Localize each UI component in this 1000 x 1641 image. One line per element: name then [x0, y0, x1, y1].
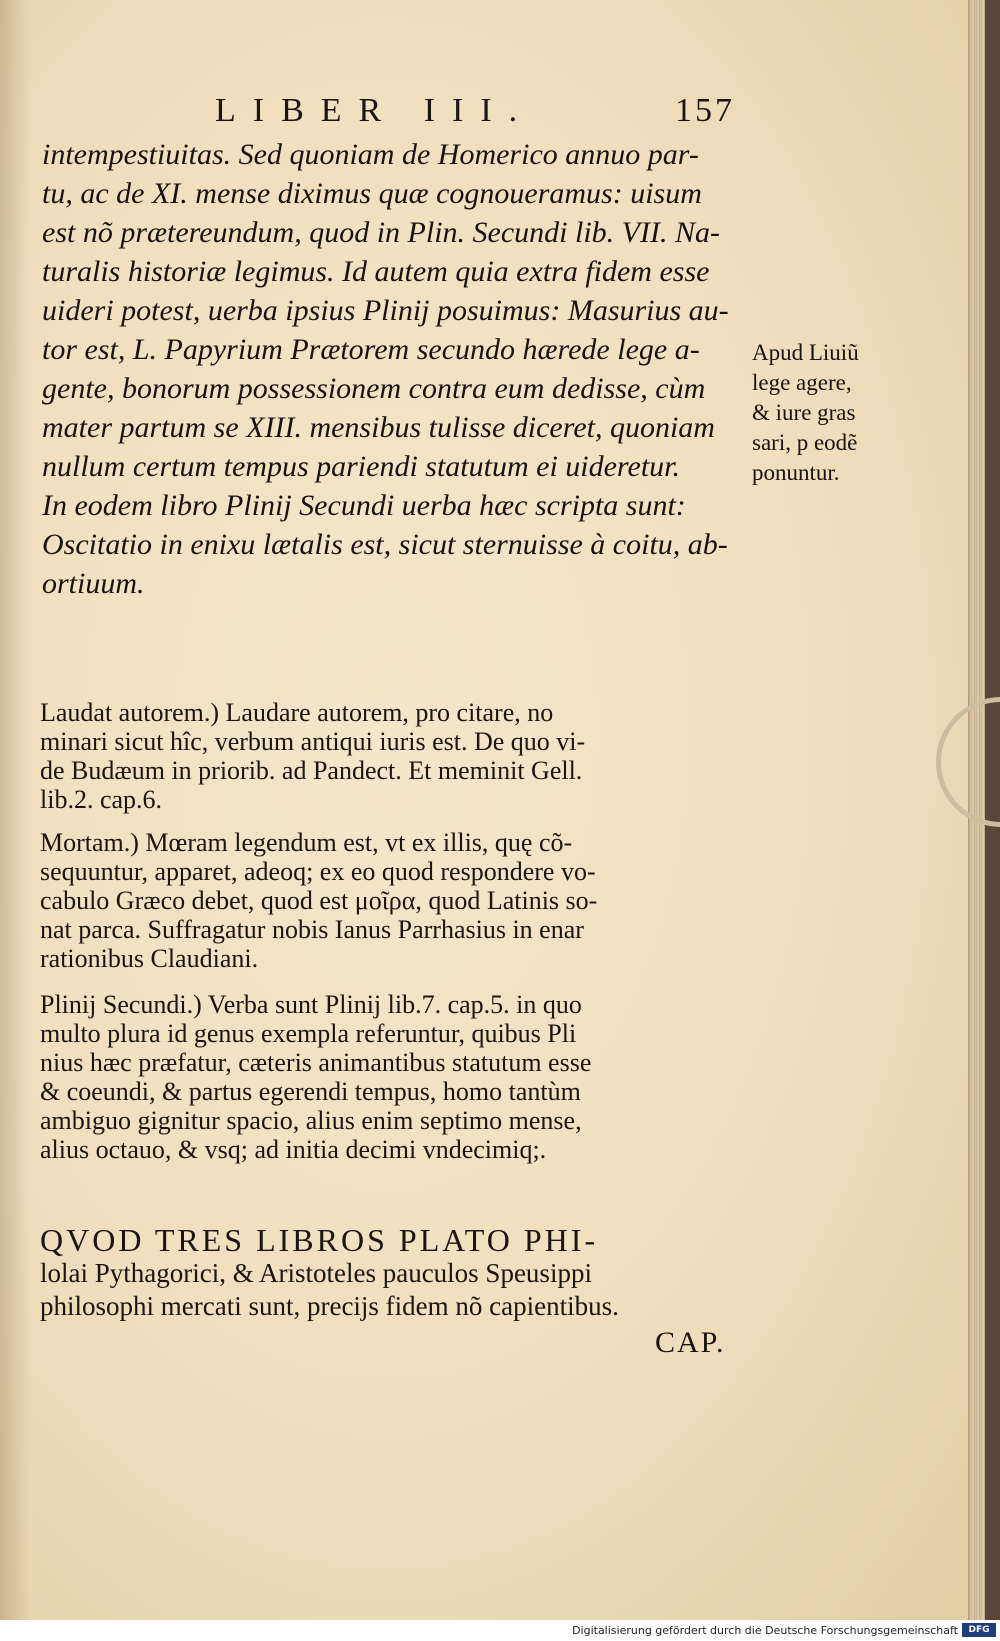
- running-title: LIBER III.: [215, 92, 535, 129]
- text-line: est nõ prætereundum, quod in Plin. Secundi lib. VII. Na-: [42, 216, 720, 249]
- comment-line: multo plura id genus exempla referuntur, quibus Pli: [40, 1019, 577, 1048]
- comment-line: alius octauo, & vsq; ad initia decimi vndecimiq;.: [40, 1135, 547, 1164]
- comment-line: rationibus Claudiani.: [40, 944, 259, 973]
- text-line: ortiuum.: [42, 567, 145, 600]
- text-line: uideri potest, uerba ipsius Plinij posuimus: Masurius au-: [42, 294, 729, 327]
- commentary-note-plinij: [40, 990, 740, 1164]
- comment-line: minari sicut hîc, verbum antiqui iuris est. De quo vi-: [40, 727, 586, 756]
- margin-line: Apud Liuiũ: [752, 340, 859, 365]
- comment-line: de Budæum in priorib. ad Pandect. Et meminit Gell.: [40, 756, 583, 785]
- text-line: nullum certum tempus pariendi statutum ei uideretur.: [42, 450, 680, 483]
- text-line: Oscitatio in enixu lætalis est, sicut sternuisse à coitu, ab-: [42, 528, 728, 561]
- text-line: turalis historiæ legimus. Id autem quia extra fidem esse: [42, 255, 710, 288]
- chapter-heading-line: lolai Pythagorici, & Aristoteles pauculos Speusippi: [40, 1258, 592, 1288]
- comment-line: Mortam.) Mœram legendum est, vt ex illis, quę cõ-: [40, 828, 573, 857]
- comment-line: Laudat autorem.) Laudare autorem, pro citare, no: [40, 698, 554, 727]
- catchword: CAP.: [655, 1326, 726, 1359]
- text-line: tu, ac de XI. mense diximus quæ cognoueramus: uisum: [42, 177, 702, 210]
- text-line: mater partum se XIII. mensibus tulisse diceret, quoniam: [42, 411, 715, 444]
- margin-line: ponuntur.: [752, 460, 840, 485]
- commentary-note-mortam: [40, 828, 740, 973]
- chapter-heading-line: philosophi mercati sunt, precijs fidem nõ capientibus.: [40, 1291, 619, 1321]
- text-line: tor est, L. Papyrium Prætorem secundo hærede lege a-: [42, 333, 700, 366]
- main-text-block: [42, 135, 742, 603]
- comment-line: nius hæc præfatur, cæteris animantibus statutum esse: [40, 1048, 592, 1077]
- footer-bar: [0, 1620, 1000, 1641]
- funding-credit: Digitalisierung gefördert durch die Deutsche Forschungsgemeinschaft: [572, 1624, 958, 1637]
- margin-line: sari, p eodẽ: [752, 430, 858, 455]
- text-line: intempestiuitas. Sed quoniam de Homerico annuo par-: [42, 138, 699, 171]
- comment-line: & coeundi, & partus egerendi tempus, homo tantùm: [40, 1077, 581, 1106]
- margin-line: lege agere,: [752, 370, 852, 395]
- comment-line: ambiguo gignitur spacio, alius enim septimo mense,: [40, 1106, 582, 1135]
- comment-line: nat parca. Suffragatur nobis Ianus Parrhasius in enar: [40, 915, 584, 944]
- comment-line: sequuntur, apparet, adeoq; ex eo quod respondere vo-: [40, 857, 596, 886]
- page-number: 157: [675, 92, 735, 129]
- running-header: [215, 92, 735, 138]
- comment-line: cabulo Græco debet, quod est μοῖρα, quod Latinis so-: [40, 886, 598, 915]
- comment-line: Plinij Secundi.) Verba sunt Plinij lib.7. cap.5. in quo: [40, 990, 582, 1019]
- commentary-note-laudat: [40, 698, 740, 814]
- chapter-heading-caps: QVOD TRES LIBROS PLATO PHI-: [40, 1222, 599, 1258]
- text-line: In eodem libro Plinij Secundi uerba hæc scripta sunt:: [42, 489, 686, 522]
- dfg-logo: DFG: [962, 1623, 996, 1637]
- text-line: gente, bonorum possessionem contra eum dedisse, cùm: [42, 372, 706, 405]
- marginal-note: [752, 338, 912, 488]
- comment-line: lib.2. cap.6.: [40, 785, 163, 814]
- chapter-heading: [40, 1223, 760, 1323]
- margin-line: & iure gras: [752, 400, 856, 425]
